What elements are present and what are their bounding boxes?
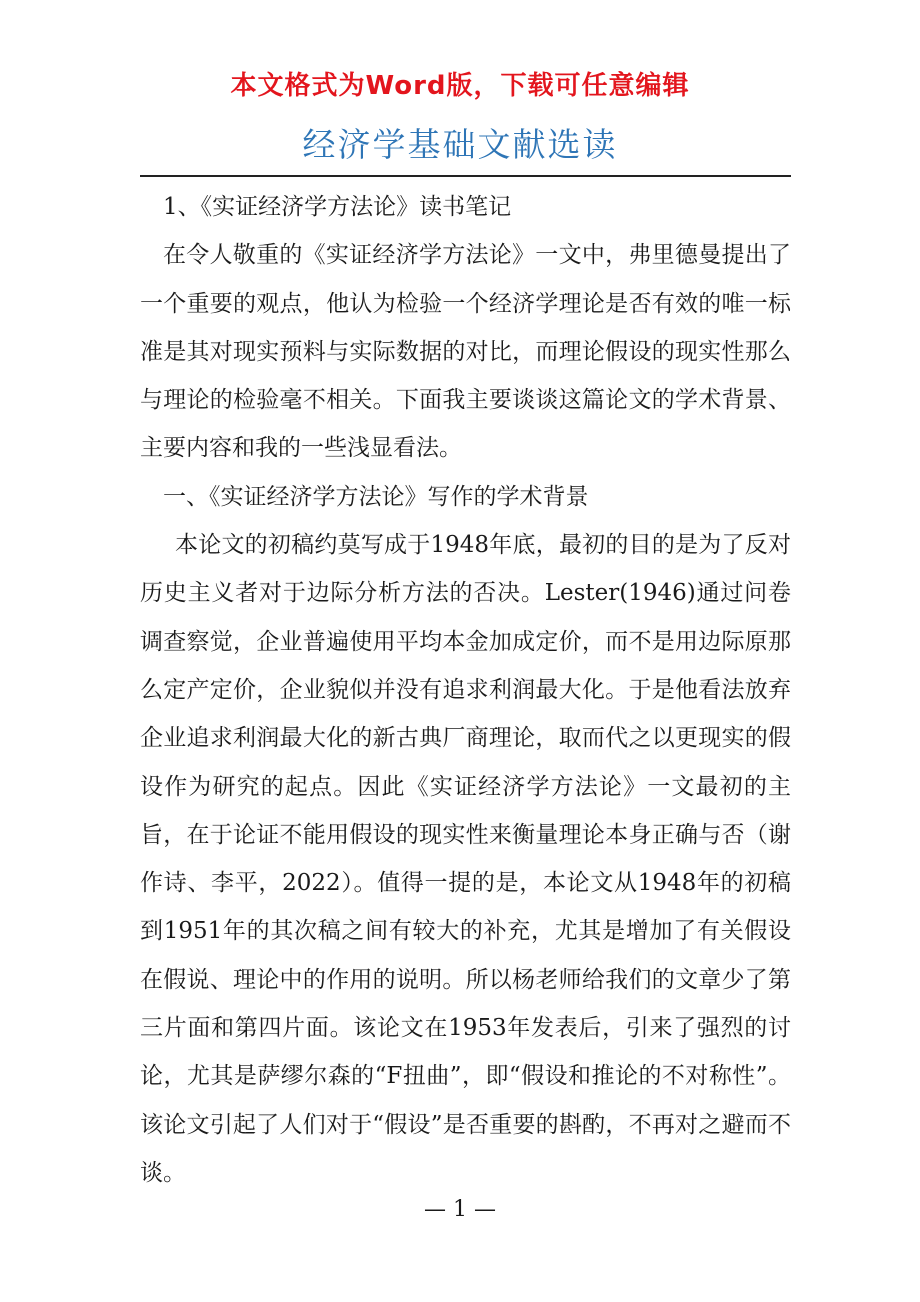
document-body — [140, 183, 791, 1197]
page-number: — 1 — — [424, 1197, 496, 1222]
title-divider — [140, 175, 791, 177]
format-notice: 本文格式为Word版，下载可任意编辑 — [230, 71, 690, 101]
section-heading: 1、《实证经济学方法论》读书笔记 — [163, 194, 512, 220]
paragraph-intro: 在令人敬重的《实证经济学方法论》一文中，弗里德曼提出了一个重要的观点，他认为检验一个经济学理论是否有效的唯一标准是其对现实预料与实际数据的对比，而理论假设的现实性那么与理论的检验毫不相关。下面我主要谈谈这篇论文的学术背景、主要内容和我的一些浅显看法。 — [140, 242, 791, 462]
document-title: 经济学基础文献选读 — [302, 125, 618, 164]
subheading-background: 一、《实证经济学方法论》写作的学术背景 — [163, 483, 589, 510]
paragraph-background: 本论文的初稿约莫写成于1948年底，最初的目的是为了反对历史主义者对于边际分析方法的否决。Lester(1946)通过问卷调查察觉，企业普遍使用平均本金加成定价，而不是用边际原那么定产定价，企业貌似并没有追求利润最大化。于是他看法放弃企业追求利润最大化的新古典厂商理论，取而代之以更现实的假设作为研究的起点。因此《实证经济学方法论》一文最初的主旨，在于论证不能用假设的现实性来衡量理论本身正确与否（谢作诗、李平，2022）。值得一提的是，本论文从1948年的初稿到1951年的其次稿之间有较大的补充，尤其是增加了有关假设在假说、理论中的作用的说明。所以杨老师给我们的文章少了第三片面和第四片面。该论文在1953年发表后，引来了强烈的讨论，尤其是萨缪尔森的“F扭曲”，即“假设和推论的不对称性”。该论文引起了人们对于“假设”是否重要的斟酌，不再对之避而不谈。 — [140, 532, 791, 1186]
